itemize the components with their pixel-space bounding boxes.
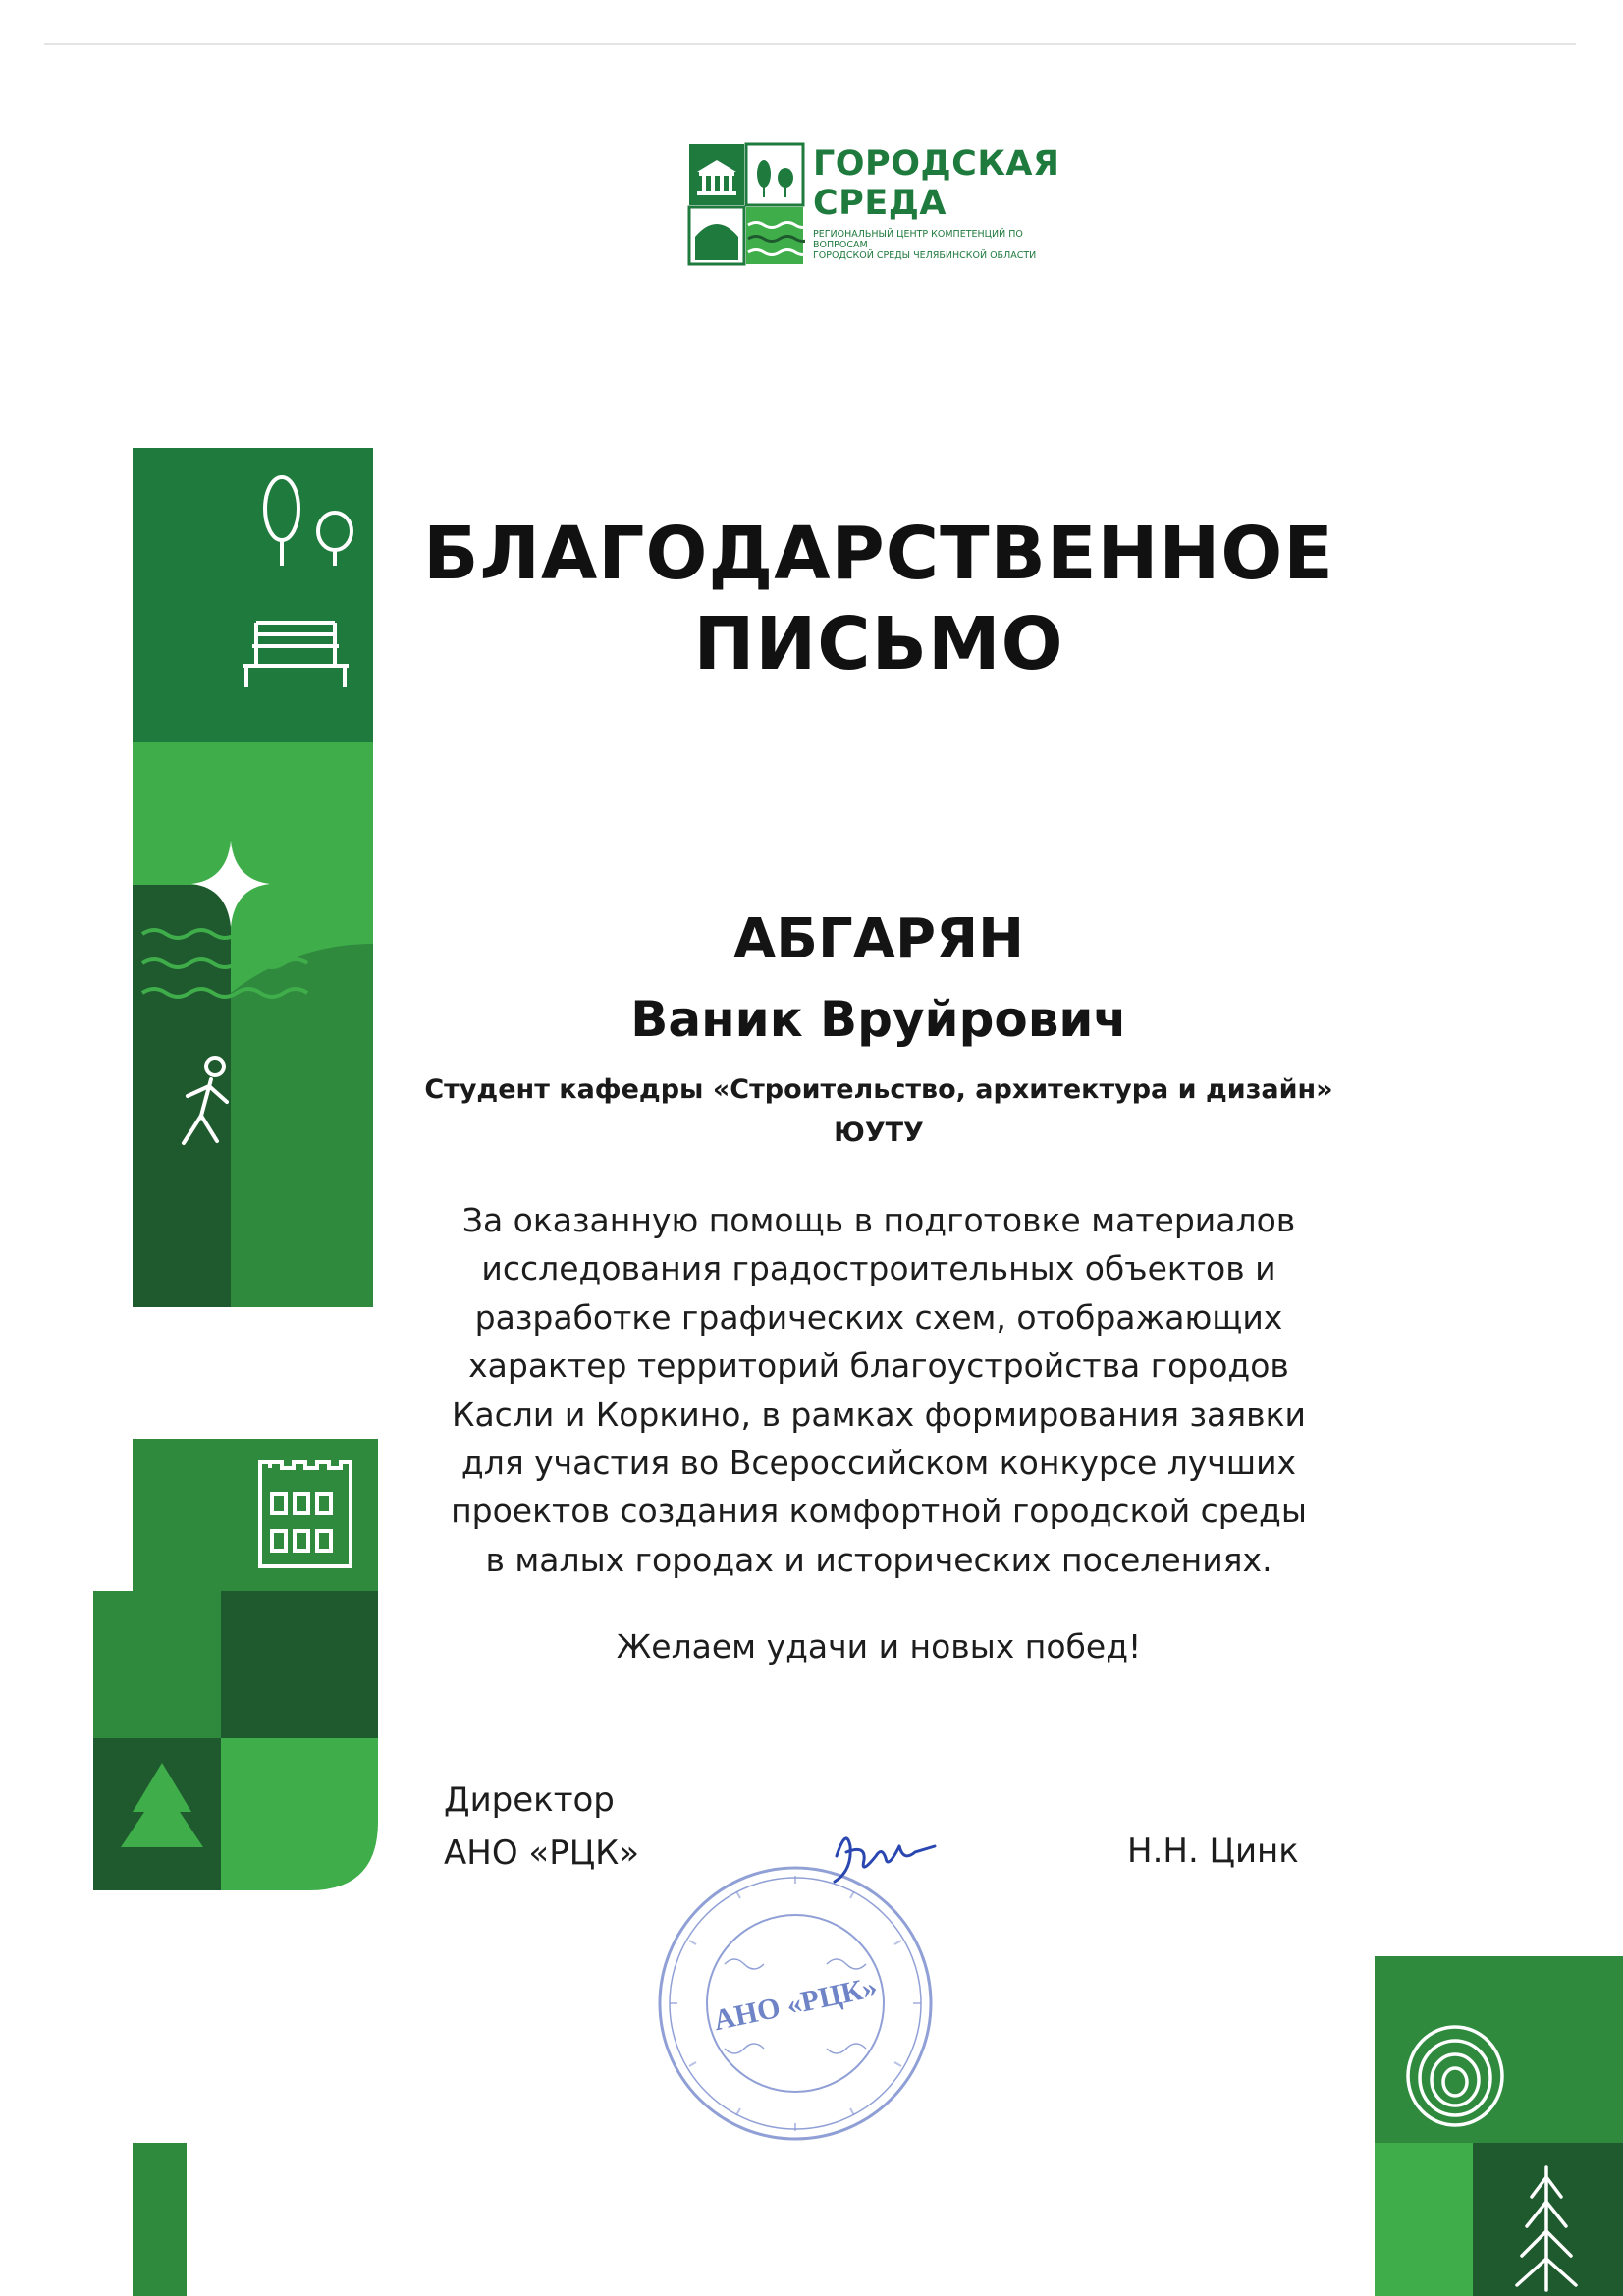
body-line: в малых городах и исторических поселениях. — [485, 1540, 1272, 1579]
closing-wish: Желаем удачи и новых побед! — [616, 1627, 1142, 1666]
body-line: разработке графических схем, отображающих — [474, 1297, 1283, 1337]
body-line: исследования градостроительных объектов и — [481, 1249, 1276, 1288]
logo-name-line1: ГОРОДСКАЯ — [813, 144, 1060, 184]
signatory-role — [444, 1774, 639, 1880]
handwritten-signature — [817, 1817, 954, 1895]
right-bottom-decoration — [1375, 1956, 1623, 2296]
title-line1: БЛАГОДАРСТВЕННОЕ — [423, 512, 1334, 596]
official-stamp — [648, 1856, 943, 2151]
body-line: для участия во Всероссийском конкурсе лучших — [460, 1444, 1297, 1483]
logo-wordmark — [813, 144, 1059, 223]
body-line: характер территорий благоустройства городов — [468, 1346, 1289, 1386]
position-line1: Студент кафедры «Строительство, архитектура и дизайн» — [424, 1074, 1333, 1105]
left-lower-decoration — [93, 1439, 378, 1890]
body-line: Касли и Коркино, в рамках формирования заявки — [452, 1394, 1306, 1434]
recipient-given-names: Ваник Вруйрович — [630, 991, 1127, 1048]
left-bottom-decoration — [133, 2143, 187, 2296]
logo-sub-line2: ГОРОДСКОЙ СРЕДЫ ЧЕЛЯБИНСКОЙ ОБЛАСТИ — [813, 250, 1037, 261]
signatory-role-line1: Директор — [444, 1780, 615, 1820]
stamp-center-text: АНО «РЦК» — [710, 1970, 881, 2038]
recipient-position — [383, 1068, 1375, 1155]
logo-sub-line1: РЕГИОНАЛЬНЫЙ ЦЕНТР КОМПЕТЕНЦИЙ ПО ВОПРОСАМ — [813, 229, 1023, 250]
scan-edge-line — [44, 43, 1576, 45]
position-line2: ЮУТУ — [834, 1118, 924, 1148]
signatory-role-line2: АНО «РЦК» — [444, 1833, 640, 1873]
recipient-surname: АБГАРЯН — [732, 907, 1025, 971]
logo-mark-icon — [687, 142, 805, 266]
body-line: За оказанную помощь в подготовке материалов — [461, 1201, 1296, 1239]
signatory-name: Н.Н. Цинк — [1127, 1831, 1299, 1871]
letter-body — [383, 1196, 1375, 1584]
title-line2: ПИСЬМО — [693, 602, 1064, 686]
logo-name-line2: СРЕДА — [813, 184, 947, 223]
left-upper-decoration — [133, 448, 373, 1307]
organization-logo — [687, 142, 1060, 270]
document-title — [383, 509, 1375, 689]
logo-subtitle — [813, 229, 1039, 261]
body-line: проектов создания комфортной городской среды — [451, 1492, 1307, 1531]
